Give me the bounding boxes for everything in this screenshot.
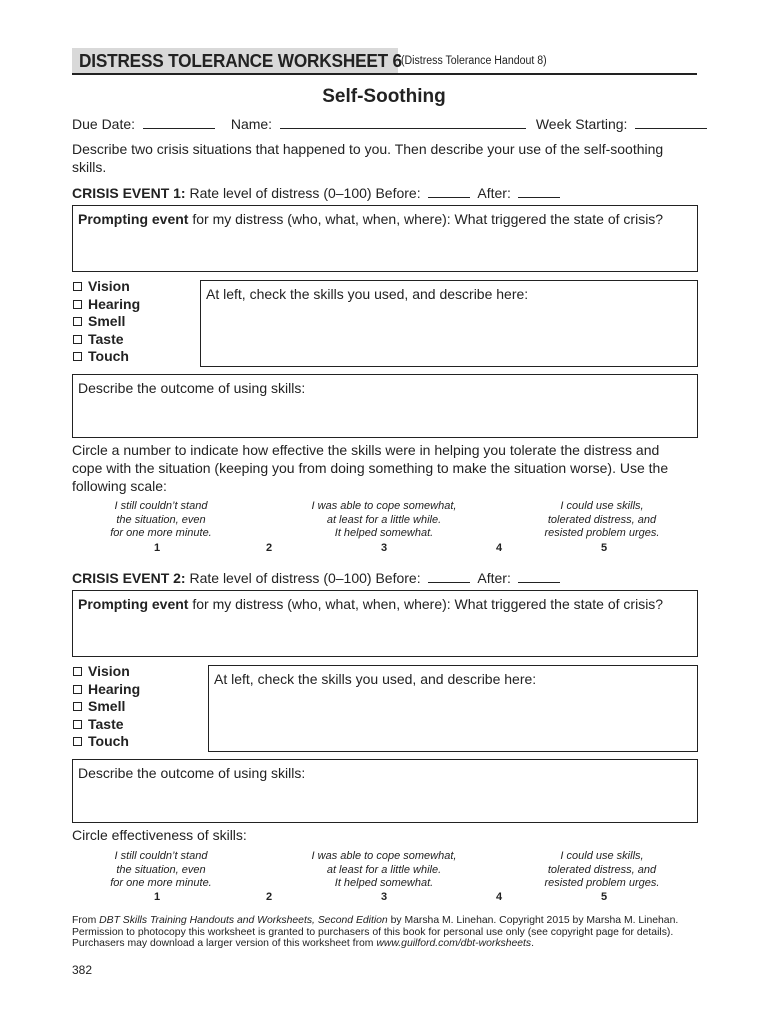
scale-instructions: Circle effectiveness of skills: xyxy=(72,827,247,843)
book-title: DBT Skills Training Handouts and Worksheets, Second Edition xyxy=(99,915,388,926)
worksheet-url[interactable]: www.guilford.com/dbt-worksheets xyxy=(376,938,532,949)
skill-smell[interactable]: Smell xyxy=(73,698,140,716)
scale-low-label: I still couldn’t stand the situation, even for one more minute. xyxy=(110,850,212,889)
checkbox-icon[interactable] xyxy=(73,702,82,711)
after-field[interactable] xyxy=(518,184,560,198)
checkbox-icon[interactable] xyxy=(73,300,82,309)
week-starting-field[interactable] xyxy=(635,115,707,129)
rate-distress-label: Rate level of distress (0–100) Before: xyxy=(189,185,421,201)
checkbox-icon[interactable] xyxy=(73,317,82,326)
scale-high-label: I could use skills, tolerated distress, and resisted problem urges. xyxy=(544,850,660,889)
checkbox-icon[interactable] xyxy=(73,720,82,729)
scale-number-3[interactable]: 3 xyxy=(380,542,388,554)
scale-number-4[interactable]: 4 xyxy=(495,891,503,903)
prompting-event-box[interactable] xyxy=(72,205,698,272)
after-field[interactable] xyxy=(518,569,560,583)
skills-description-prompt: At left, check the skills you used, and describe here: xyxy=(206,286,529,302)
checkbox-icon[interactable] xyxy=(73,737,82,746)
prompting-event-question: for my distress (who, what, when, where): What triggered the state of crisis? xyxy=(188,596,664,612)
instructions: Describe two crisis situations that happened to you. Then describe your use of the self-soothing skills. xyxy=(72,141,664,175)
scale-number-5[interactable]: 5 xyxy=(600,891,608,903)
after-label: After: xyxy=(477,570,511,586)
skill-vision[interactable]: Vision xyxy=(73,663,140,681)
scale-number-3[interactable]: 3 xyxy=(380,891,388,903)
skill-taste[interactable]: Taste xyxy=(73,716,140,734)
after-label: After: xyxy=(477,185,511,201)
name-field[interactable] xyxy=(280,115,526,129)
crisis-event-1-line xyxy=(72,184,560,201)
checkbox-icon[interactable] xyxy=(73,352,82,361)
header-rule xyxy=(72,73,697,75)
worksheet-title: DISTRESS TOLERANCE WORKSHEET 6 xyxy=(79,50,402,71)
scale-mid-label: I was able to cope somewhat, at least for a little while. It helped somewhat. xyxy=(311,850,457,889)
outcome-box[interactable] xyxy=(72,374,698,438)
checkbox-icon[interactable] xyxy=(73,667,82,676)
skills-checklist xyxy=(73,278,140,366)
copyright-footer: From DBT Skills Training Handouts and Worksheets, Second Edition by Marsha M. Linehan. Copyright 2015 by Marsha M. Linehan. Permission to photocopy this worksheet is granted to purchasers of this book for personal use only (see copyright page for details). Purchasers may download a larger version of this worksheet from www.guilford.com/dbt-worksheets. xyxy=(72,915,679,949)
name-label: Name: xyxy=(230,116,273,132)
page-title: Self-Soothing xyxy=(322,86,446,107)
scale-number-1[interactable]: 1 xyxy=(153,891,161,903)
skills-checklist xyxy=(73,663,140,751)
due-date-field[interactable] xyxy=(143,115,215,129)
before-field[interactable] xyxy=(428,184,470,198)
skill-touch[interactable]: Touch xyxy=(73,348,140,366)
skill-smell[interactable]: Smell xyxy=(73,313,140,331)
fields-line xyxy=(72,115,707,132)
before-field[interactable] xyxy=(428,569,470,583)
due-date-label: Due Date: xyxy=(72,116,136,132)
handout-reference: (Distress Tolerance Handout 8) xyxy=(401,55,547,67)
crisis-event-1-heading: CRISIS EVENT 1: xyxy=(72,185,186,201)
scale-high-label: I could use skills, tolerated distress, and resisted problem urges. xyxy=(544,500,660,539)
crisis-event-2-line xyxy=(72,569,560,586)
scale-low-label: I still couldn’t stand the situation, even for one more minute. xyxy=(110,500,212,539)
skill-hearing[interactable]: Hearing xyxy=(73,296,140,314)
checkbox-icon[interactable] xyxy=(73,685,82,694)
prompting-event-label: Prompting event xyxy=(78,211,189,227)
prompting-event-question: for my distress (who, what, when, where): What triggered the state of crisis? xyxy=(188,211,664,227)
week-starting-label: Week Starting: xyxy=(535,116,628,132)
skills-description-prompt: At left, check the skills you used, and describe here: xyxy=(214,671,537,687)
scale-mid-label: I was able to cope somewhat, at least for a little while. It helped somewhat. xyxy=(311,500,457,539)
skill-touch[interactable]: Touch xyxy=(73,733,140,751)
rate-distress-label: Rate level of distress (0–100) Before: xyxy=(189,570,421,586)
skill-vision[interactable]: Vision xyxy=(73,278,140,296)
skills-description-box[interactable] xyxy=(208,665,698,752)
outcome-box[interactable] xyxy=(72,759,698,823)
skill-taste[interactable]: Taste xyxy=(73,331,140,349)
scale-number-4[interactable]: 4 xyxy=(495,542,503,554)
crisis-event-2-heading: CRISIS EVENT 2: xyxy=(72,570,186,586)
prompting-event-box[interactable] xyxy=(72,590,698,657)
scale-number-1[interactable]: 1 xyxy=(153,542,161,554)
prompting-event-label: Prompting event xyxy=(78,596,189,612)
skill-hearing[interactable]: Hearing xyxy=(73,681,140,699)
scale-number-5[interactable]: 5 xyxy=(600,542,608,554)
outcome-prompt: Describe the outcome of using skills: xyxy=(78,380,306,396)
checkbox-icon[interactable] xyxy=(73,335,82,344)
outcome-prompt: Describe the outcome of using skills: xyxy=(78,765,306,781)
scale-instructions: Circle a number to indicate how effective the skills were in helping you tolerate the distress and cope with the situation (keeping you from doing something to make the situation worse). Use the following scale: xyxy=(72,442,669,494)
page-number: 382 xyxy=(72,963,93,977)
skills-description-box[interactable] xyxy=(200,280,698,367)
checkbox-icon[interactable] xyxy=(73,282,82,291)
scale-number-2[interactable]: 2 xyxy=(265,891,273,903)
scale-number-2[interactable]: 2 xyxy=(265,542,273,554)
